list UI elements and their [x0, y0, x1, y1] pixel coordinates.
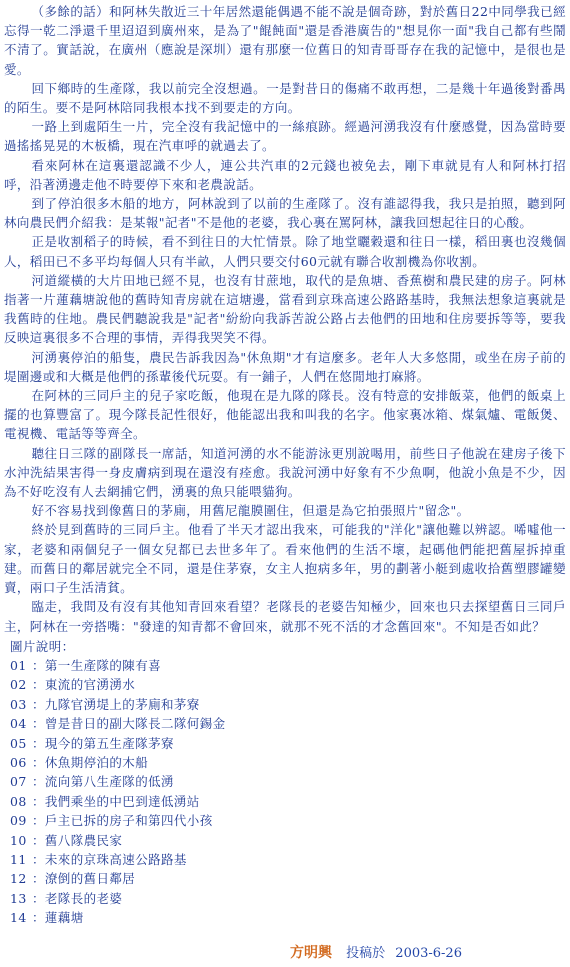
caption-text: 潦倒的舊日鄰居 — [44, 871, 136, 887]
caption-separator: ： — [32, 754, 45, 770]
caption-item — [10, 695, 566, 714]
article-paragraph: 一路上到處陌生一片，完全沒有我記憶中的一絲痕跡。經過河湧我沒有什麼感覺，因為當時要過搖搖晃晃的木板橋，現在汽車呼的就過去了。 — [4, 119, 566, 154]
caption-text: 東流的官湧湧水 — [44, 677, 136, 693]
caption-text: 戶主已拆的房子和第四代小孩 — [44, 813, 213, 829]
caption-item — [10, 656, 566, 675]
article-paragraph: 河湧裏停泊的船隻，農民告訴我因為"休魚期"才有這麼多。老年人大多悠閒，或坐在房子前的堤圍邊或和大概是他們的孫輩後代玩耍。有一鋪子，人們在悠閒地打麻將。 — [4, 349, 566, 384]
caption-number: 04 — [10, 716, 27, 732]
article-paragraph: 終於見到舊時的三同戶主。他看了半天才認出我來，可能我的"洋化"讓他難以辨認。唏噓他一家，老婆和兩個兒子一個女兒都已去世多年了。看來他們的生活不壞，起碼他們能把舊屋拆掉重建。而舊日的鄰居就完全不同，還是住茅寮，女主人抱病多年，男的劃著小艇到處收拾舊塑膠罐變賣，兩口子生活清貧。 — [4, 522, 566, 596]
caption-text: 九隊官湧堤上的茅廁和茅寮 — [44, 696, 200, 712]
caption-item — [10, 714, 566, 733]
caption-separator: ： — [32, 851, 45, 867]
caption-text: 我們乘坐的中巴到達低湧站 — [44, 793, 200, 809]
caption-item — [10, 792, 566, 811]
article — [4, 2, 566, 928]
caption-number: 06 — [10, 754, 27, 770]
article-paragraph: 聽往日三隊的副隊長一席話，知道河湧的水不能游泳更別說喝用，前些日子他說在建房子後下水沖洗結果害得一身皮膚病到現在還沒有痊愈。我說河湧中好象有不少魚啊，他說小魚是不少，因為不好吃沒有人去網捕它們，湧裏的魚只能喂貓狗。 — [4, 445, 566, 500]
caption-item — [10, 869, 566, 888]
caption-separator: ： — [32, 735, 45, 751]
caption-text: 曾是昔日的副大隊長二隊何錫金 — [44, 716, 226, 732]
article-paragraph: 河道縱橫的大片田地已經不見，也沒有甘蔗地，取代的是魚塘、香蕉樹和農民建的房子。阿林指著一片蓮藕塘說他的舊時知青房就在這塘邊，當看到京珠高速公路路基時，我無法想象這裏就是我舊時的住地。農民們聽說我是"記者"紛紛向我訴苦說公路占去他們的田地和住房要拆等等，要我反映這裏很多不合理的事情，弄得我哭笑不得。 — [4, 272, 566, 346]
article-paragraph: 看來阿林在這裏還認識不少人，連公共汽車的2元錢也被免去，剛下車就見有人和阿林打招呼，沿著湧邊走他不時要停下來和老農說話。 — [4, 157, 566, 192]
caption-item — [10, 772, 566, 791]
caption-separator: ： — [32, 677, 45, 693]
caption-separator: ： — [32, 871, 45, 887]
caption-item — [10, 889, 566, 908]
caption-item — [10, 811, 566, 830]
caption-number: 01 — [10, 657, 27, 673]
submitted-date: 2003-6-26 — [395, 946, 462, 961]
caption-number: 11 — [10, 851, 27, 867]
caption-separator: ： — [32, 813, 45, 829]
caption-item — [10, 753, 566, 772]
author-name: 方明興 — [290, 945, 332, 961]
signature — [290, 942, 462, 962]
caption-number: 10 — [10, 832, 27, 848]
caption-separator: ： — [32, 890, 45, 906]
caption-number: 03 — [10, 696, 27, 712]
caption-item — [10, 850, 566, 869]
article-paragraph: 好不容易找到像舊日的茅廁，用舊尼龍膜圍住，但還是為它拍張照片"留念"。 — [31, 503, 470, 519]
caption-separator: ： — [32, 696, 45, 712]
caption-number: 13 — [10, 890, 27, 906]
caption-text: 第一生產隊的陳有喜 — [44, 657, 162, 673]
article-paragraph: 正是收割稻子的時候，看不到往日的大忙情景。除了地堂曬穀還和往日一樣，稻田裏也沒幾個人，稻田已不多平均每個人只有半畝，人們只要交付60元就有聯合收割機為你收割。 — [4, 234, 566, 269]
caption-number: 05 — [10, 735, 27, 751]
caption-item — [10, 908, 566, 927]
caption-text: 未來的京珠高速公路路基 — [44, 851, 187, 867]
caption-separator: ： — [32, 657, 45, 673]
article-paragraph: 回下鄉時的生產隊，我以前完全沒想過。一是對昔日的傷痛不敢再想，二是幾十年過後對番禺的陌生。要不是阿林陪同我根本找不到要走的方向。 — [4, 80, 566, 116]
caption-separator: ： — [32, 832, 45, 848]
caption-title: 圖片說明： — [10, 638, 75, 654]
caption-separator: ： — [32, 716, 45, 732]
caption-number: 14 — [10, 910, 27, 926]
caption-item — [10, 831, 566, 850]
caption-text: 流向第八生產隊的低湧 — [44, 774, 174, 790]
caption-number: 09 — [10, 813, 27, 829]
caption-separator: ： — [32, 774, 45, 790]
caption-text: 現今的第五生產隊茅寮 — [44, 735, 174, 751]
submitted-label: 投稿於 — [346, 946, 386, 961]
caption-list — [4, 656, 566, 928]
caption-item — [10, 675, 566, 694]
caption-text: 老隊長的老婆 — [44, 890, 123, 906]
caption-text: 休魚期停泊的木船 — [44, 754, 149, 770]
caption-number: 07 — [10, 774, 27, 790]
caption-separator: ： — [32, 910, 45, 926]
caption-text: 蓮藕塘 — [44, 910, 84, 926]
caption-text: 舊八隊農民家 — [44, 832, 123, 848]
caption-number: 08 — [10, 793, 27, 809]
caption-separator: ： — [32, 793, 45, 809]
article-body — [4, 2, 566, 636]
article-paragraph: 在阿林的三同戶主的兒子家吃飯，他現在是九隊的隊長。沒有特意的安排飯菜，他們的飯桌上擺的也算豐富了。現今隊長記性很好，他能認出我和叫我的名字。他家裏冰箱、煤氣爐、電飯煲、電視機、電話等等齊全。 — [4, 388, 566, 442]
caption-item — [10, 734, 566, 753]
article-paragraph: （多餘的話）和阿林失散近三十年居然還能偶遇不能不說是個奇跡，對於舊日22中同學我已經忘得一乾二淨還千里迢迢到廣州來，是為了"餛飩面"還是香港廣告的"想見你一面"我自己都有些鬧不清了。實話說，在廣州（應說是深圳）還有那麼一位舊日的知青哥哥存在我的記憶中，是很也是愛。 — [4, 4, 566, 77]
caption-number: 02 — [10, 677, 27, 693]
article-paragraph: 到了停泊很多木船的地方，阿林說到了以前的生產隊了。沒有誰認得我，我只是拍照，聽到阿林向農民們介紹我：是某報"記者"不是他的老婆，我心裏在罵阿林，讓我回想起往日的心酸。 — [4, 196, 566, 231]
article-paragraph: 臨走，我問及有沒有其他知青回來看望？老隊長的老婆告知極少，回來也只去探望舊日三同戶主，阿林在一旁搭嘴："發達的知青都不會回來，就那不死不活的才念舊回來"。不知是否如此？ — [4, 599, 566, 634]
caption-number: 12 — [10, 871, 27, 887]
